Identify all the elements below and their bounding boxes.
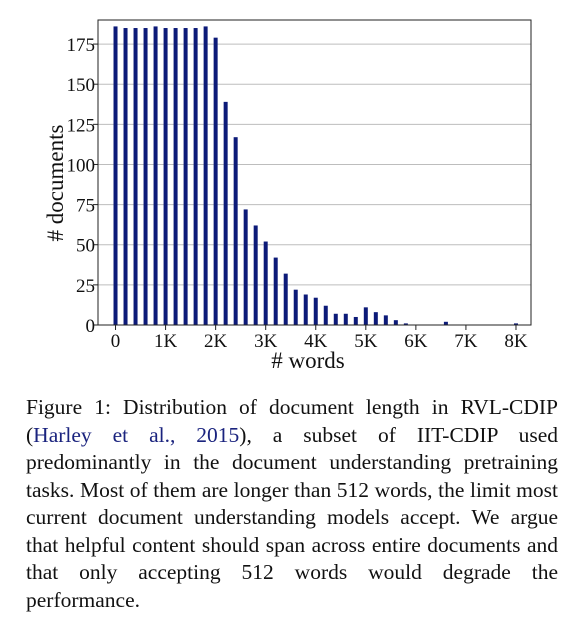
x-tick-label: 8K bbox=[504, 331, 528, 352]
y-tick-label: 75 bbox=[76, 195, 95, 217]
caption-lead: Figure 1: Distribution of document length in RVL-CDIP ( bbox=[26, 395, 558, 447]
y-tick-label: 25 bbox=[76, 275, 95, 297]
histogram-bar bbox=[384, 315, 388, 325]
x-tick-label: 0 bbox=[110, 331, 121, 352]
y-tick-label: 0 bbox=[85, 316, 95, 337]
histogram-bar bbox=[194, 28, 198, 325]
histogram-bar bbox=[354, 317, 358, 325]
x-tick-label: 1K bbox=[153, 331, 178, 352]
y-tick-label: 125 bbox=[66, 115, 95, 137]
plot-frame bbox=[98, 20, 531, 325]
histogram-bar bbox=[264, 242, 268, 325]
citation-link[interactable]: Harley et al., 2015 bbox=[33, 422, 240, 447]
histogram-bar bbox=[114, 26, 118, 325]
y-axis bbox=[67, 35, 99, 337]
histogram-bar bbox=[394, 320, 398, 325]
histogram-bar bbox=[374, 312, 378, 325]
histogram-bar bbox=[334, 314, 338, 325]
x-tick-label: 3K bbox=[254, 331, 278, 352]
histogram-bar bbox=[174, 28, 178, 325]
histogram-bar bbox=[124, 28, 128, 325]
histogram-bar bbox=[244, 209, 248, 325]
y-tick-label: 50 bbox=[76, 235, 95, 257]
histogram-bar bbox=[234, 137, 238, 325]
x-tick-label: 6K bbox=[404, 331, 428, 352]
y-axis-label: # documents bbox=[43, 124, 68, 242]
y-tick-label: 175 bbox=[66, 35, 95, 57]
histogram-bar bbox=[184, 28, 188, 325]
figure-caption bbox=[26, 394, 558, 614]
histogram-bar bbox=[304, 295, 308, 326]
histogram-bar bbox=[314, 298, 318, 325]
x-tick-label: 4K bbox=[304, 331, 328, 352]
y-tick-label: 100 bbox=[66, 155, 95, 177]
x-tick-label: 5K bbox=[354, 331, 378, 352]
x-axis-label: # words bbox=[271, 348, 345, 373]
histogram-bar bbox=[144, 28, 148, 325]
histogram-bar bbox=[284, 274, 288, 325]
histogram-bar bbox=[344, 314, 348, 325]
x-tick-label: 7K bbox=[454, 331, 478, 352]
caption-tail: ), a subset of IIT-CDIP used predominantly in the document understanding pretraining tasks. Most of them are longer than 512 words, the limit most current document understanding models accept. We argue that helpful content should span across entire documents and that only accepting 512 words would degrade the performance. bbox=[26, 422, 558, 612]
y-tick-label: 150 bbox=[66, 75, 95, 97]
histogram-bar bbox=[324, 306, 328, 325]
histogram-bar bbox=[254, 225, 258, 325]
histogram-bar bbox=[204, 26, 208, 325]
histogram-bar bbox=[224, 102, 228, 325]
histogram-bar bbox=[274, 258, 278, 325]
histogram-bar bbox=[214, 38, 218, 325]
gridlines bbox=[98, 44, 531, 325]
x-tick-label: 2K bbox=[204, 331, 228, 352]
histogram-bar bbox=[294, 290, 298, 325]
histogram-bar bbox=[134, 28, 138, 325]
histogram-bar bbox=[164, 28, 168, 325]
histogram-bar bbox=[154, 26, 158, 325]
histogram-bar bbox=[364, 307, 368, 325]
histogram-bars bbox=[114, 26, 518, 325]
